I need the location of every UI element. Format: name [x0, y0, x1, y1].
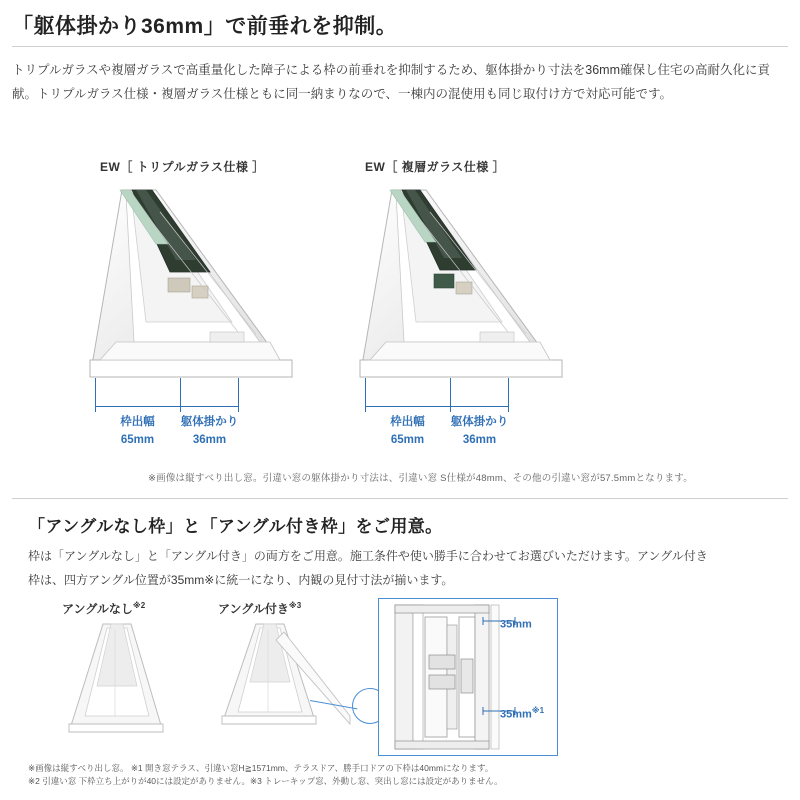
cutaway-illustration-double-glass	[330, 182, 630, 382]
dim-value-frame-projection: 65mm	[120, 433, 155, 446]
figure-label-with-angle	[218, 600, 301, 617]
no-angle-svg	[45, 620, 185, 750]
figure-label-no-angle-note: ※2	[132, 601, 146, 610]
divider-1	[12, 46, 788, 47]
figure-label-triple-glass: EW［ トリプルガラス仕様 ］	[100, 160, 265, 174]
section2-footnotes	[28, 762, 768, 788]
figure-label-with-angle-text: アングル付き	[218, 602, 289, 616]
figure-label-with-angle-note: ※3	[288, 601, 302, 610]
detail-dimension-bottom	[500, 706, 544, 721]
cutaway-svg-2	[330, 182, 630, 387]
section2-title: 「アングルなし枠」と「アングル付き枠」をご用意。	[28, 517, 443, 536]
section1-title: 「躯体掛かり36mm」で前垂れを抑制。	[12, 15, 398, 38]
dim-line	[365, 406, 450, 407]
footnote-line-2: ※2 引違い窓 下枠立ち上がりが40には設定がありません。※3 トレーキップ窓、外動し窓、突出し窓には設定がありません。	[28, 775, 503, 786]
dim-label-structure-overlap: 躯体掛かり	[450, 416, 509, 428]
detail-dimension-bottom-note: ※1	[531, 706, 545, 715]
cutaway-illustration-triple-glass	[60, 182, 360, 382]
detail-dimension-top	[500, 616, 532, 631]
section1-note: ※画像は縦すべり出し窓。引違い窓の躯体掛かり寸法は、引違い窓 S仕様が48mm、その他の引違い窓が57.5mmとなります。	[148, 473, 693, 484]
dim-value-frame-projection: 65mm	[390, 433, 425, 446]
section2-body: 枠は「アングルなし」と「アングル付き」の両方をご用意。施工条件や使い勝手に合わせてお選びいただけます。アングル付き枠は、四方アングル位置が35mm※に統一になり、内観の見付寸法が揃います。	[28, 549, 708, 587]
illustration-no-angle	[45, 620, 185, 750]
figure-label-no-angle	[62, 600, 145, 617]
figure-label-double-glass: EW［ 複層ガラス仕様 ］	[365, 160, 506, 174]
illustration-with-angle	[200, 620, 355, 750]
cutaway-svg-1	[60, 182, 360, 387]
footnote-line-1: ※画像は縦すべり出し窓。 ※1 開き窓テラス、引違い窓H≧1571mm、テラスドア、勝手口ドアの下枠は40mmになります。	[28, 763, 494, 773]
divider-2	[12, 498, 788, 499]
dim-line	[180, 406, 238, 407]
dim-value-structure-overlap: 36mm	[192, 433, 227, 446]
dim-label-frame-projection: 枠出幅	[390, 416, 425, 428]
with-angle-svg	[200, 620, 355, 750]
figure-label-no-angle-text: アングルなし	[62, 602, 133, 616]
dim-value-structure-overlap: 36mm	[462, 433, 497, 446]
detail-dimension-top-value: 35mm	[500, 618, 532, 631]
detail-dimension-bottom-value: 35mm	[500, 708, 532, 721]
dim-label-frame-projection: 枠出幅	[120, 416, 155, 428]
dim-label-structure-overlap: 躯体掛かり	[180, 416, 239, 428]
dim-line	[450, 406, 508, 407]
dim-line	[95, 406, 180, 407]
section1-body: トリプルガラスや複層ガラスで高重量化した障子による枠の前垂れを抑制するため、躯体掛かり寸法を36mm確保し住宅の高耐久化に貢献。トリプルガラス仕様・複層ガラス仕様ともに同一納まりなので、一棟内の混使用も同じ取付け方で対応可能です。	[12, 63, 770, 102]
dimension-group-1	[60, 400, 360, 460]
dimension-group-2	[330, 400, 630, 460]
